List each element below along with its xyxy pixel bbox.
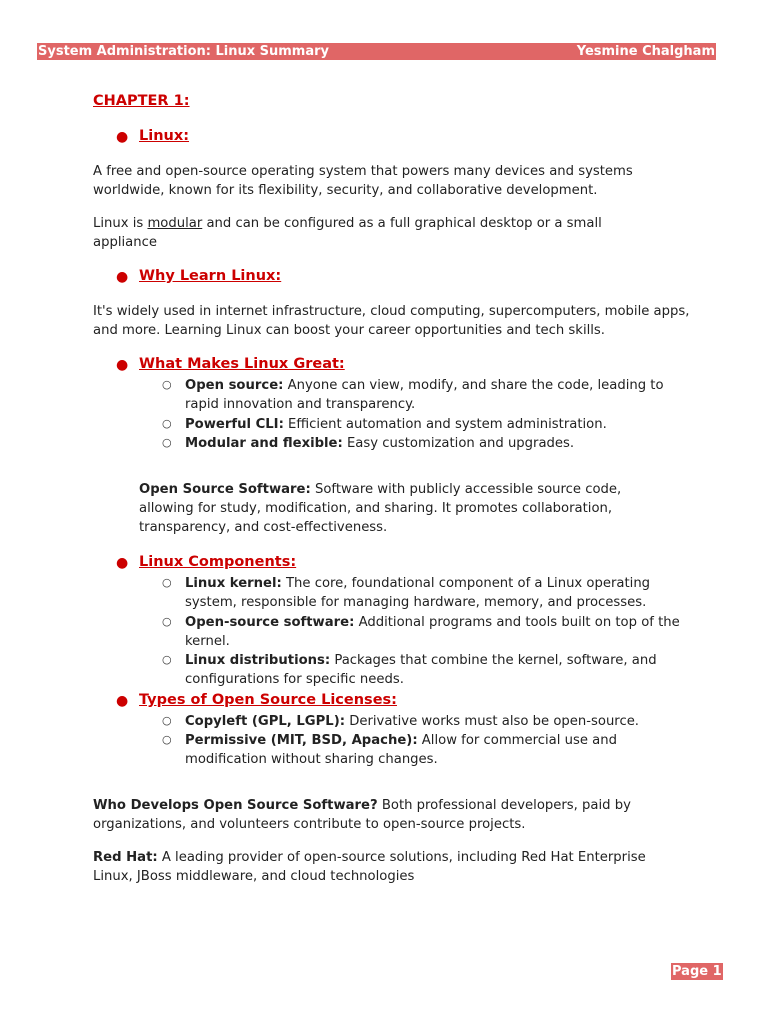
component-item bbox=[185, 651, 685, 690]
great-item bbox=[185, 376, 685, 415]
linux-description: A free and open-source operating system that powers many devices and systems worldwide, known for its flexibility, security, and collaborative development. bbox=[93, 164, 633, 198]
circle-bullet: ○ bbox=[162, 436, 172, 449]
bullet-great: ● bbox=[116, 357, 129, 373]
modular-term: modular bbox=[147, 216, 203, 231]
linux-modular-text bbox=[93, 214, 653, 252]
item-text: Packages that combine the kernel, software, and configurations for specific needs. bbox=[185, 653, 657, 688]
section-heading-licenses: Types of Open Source Licenses: bbox=[139, 692, 397, 708]
bullet-components: ● bbox=[116, 555, 129, 571]
bullet-licenses: ● bbox=[116, 693, 129, 709]
oss-definition bbox=[139, 480, 659, 537]
component-item bbox=[185, 574, 685, 613]
item-term: Open-source software: bbox=[185, 615, 355, 630]
page-header bbox=[37, 43, 716, 60]
header-title: System Administration: Linux Summary bbox=[38, 44, 330, 59]
section-heading-why: Why Learn Linux: bbox=[139, 268, 282, 284]
license-item bbox=[185, 712, 685, 731]
bullet-linux: ● bbox=[116, 129, 129, 145]
circle-bullet: ○ bbox=[162, 378, 172, 391]
item-term: Open source: bbox=[185, 378, 284, 393]
item-text: Derivative works must also be open-source. bbox=[345, 714, 639, 729]
great-item bbox=[185, 434, 685, 453]
header-author: Yesmine Chalgham bbox=[576, 44, 715, 59]
chapter-heading: CHAPTER 1: bbox=[93, 93, 190, 109]
circle-bullet: ○ bbox=[162, 733, 172, 746]
item-text: Easy customization and upgrades. bbox=[342, 436, 575, 451]
license-item bbox=[185, 731, 685, 770]
item-text: The core, foundational component of a Linux operating system, responsible for managing hardware, memory, and processes. bbox=[185, 576, 651, 611]
redhat-text: A leading provider of open-source solutions, including Red Hat Enterprise Linux, JBoss middleware, and cloud technologies bbox=[93, 850, 646, 884]
circle-bullet: ○ bbox=[162, 714, 172, 727]
great-item bbox=[185, 415, 685, 434]
page-number: Page 1 bbox=[672, 964, 722, 979]
modular-post: and can be configured as a full graphical desktop or a small appliance bbox=[93, 216, 602, 250]
redhat-paragraph bbox=[93, 848, 673, 886]
item-text: Additional programs and tools built on top of the kernel. bbox=[185, 615, 680, 650]
section-heading-linux: Linux: bbox=[139, 128, 190, 144]
item-term: Powerful CLI: bbox=[185, 417, 284, 432]
component-item bbox=[185, 613, 685, 652]
item-term: Linux kernel: bbox=[185, 576, 282, 591]
bullet-why: ● bbox=[116, 269, 129, 285]
item-term: Permissive (MIT, BSD, Apache): bbox=[185, 733, 418, 748]
item-term: Modular and flexible: bbox=[185, 436, 343, 451]
redhat-term: Red Hat: bbox=[93, 850, 158, 865]
item-text: Efficient automation and system administration. bbox=[283, 417, 607, 432]
section-heading-great: What Makes Linux Great: bbox=[139, 356, 345, 372]
oss-text: Software with publicly accessible source code, allowing for study, modification, and sharing. It promotes collaboration, transparency, and cost-effectiveness. bbox=[139, 482, 622, 535]
circle-bullet: ○ bbox=[162, 417, 172, 430]
circle-bullet: ○ bbox=[162, 653, 172, 666]
item-term: Linux distributions: bbox=[185, 653, 331, 668]
item-text: Anyone can view, modify, and share the code, leading to rapid innovation and transparency. bbox=[185, 378, 664, 413]
who-term: Who Develops Open Source Software? bbox=[93, 798, 378, 813]
why-description: It's widely used in internet infrastructure, cloud computing, supercomputers, mobile apps, and more. Learning Linux can boost your career opportunities and tech skills. bbox=[93, 304, 690, 338]
oss-term: Open Source Software: bbox=[139, 482, 311, 497]
who-text: Both professional developers, paid by organizations, and volunteers contribute to open-source projects. bbox=[93, 798, 631, 832]
who-develops-paragraph bbox=[93, 796, 653, 834]
section-heading-components: Linux Components: bbox=[139, 554, 297, 570]
item-term: Copyleft (GPL, LGPL): bbox=[185, 714, 345, 729]
circle-bullet: ○ bbox=[162, 576, 172, 589]
item-text: Allow for commercial use and modification without sharing changes. bbox=[185, 733, 617, 768]
circle-bullet: ○ bbox=[162, 615, 172, 628]
modular-pre: Linux is bbox=[93, 216, 148, 231]
